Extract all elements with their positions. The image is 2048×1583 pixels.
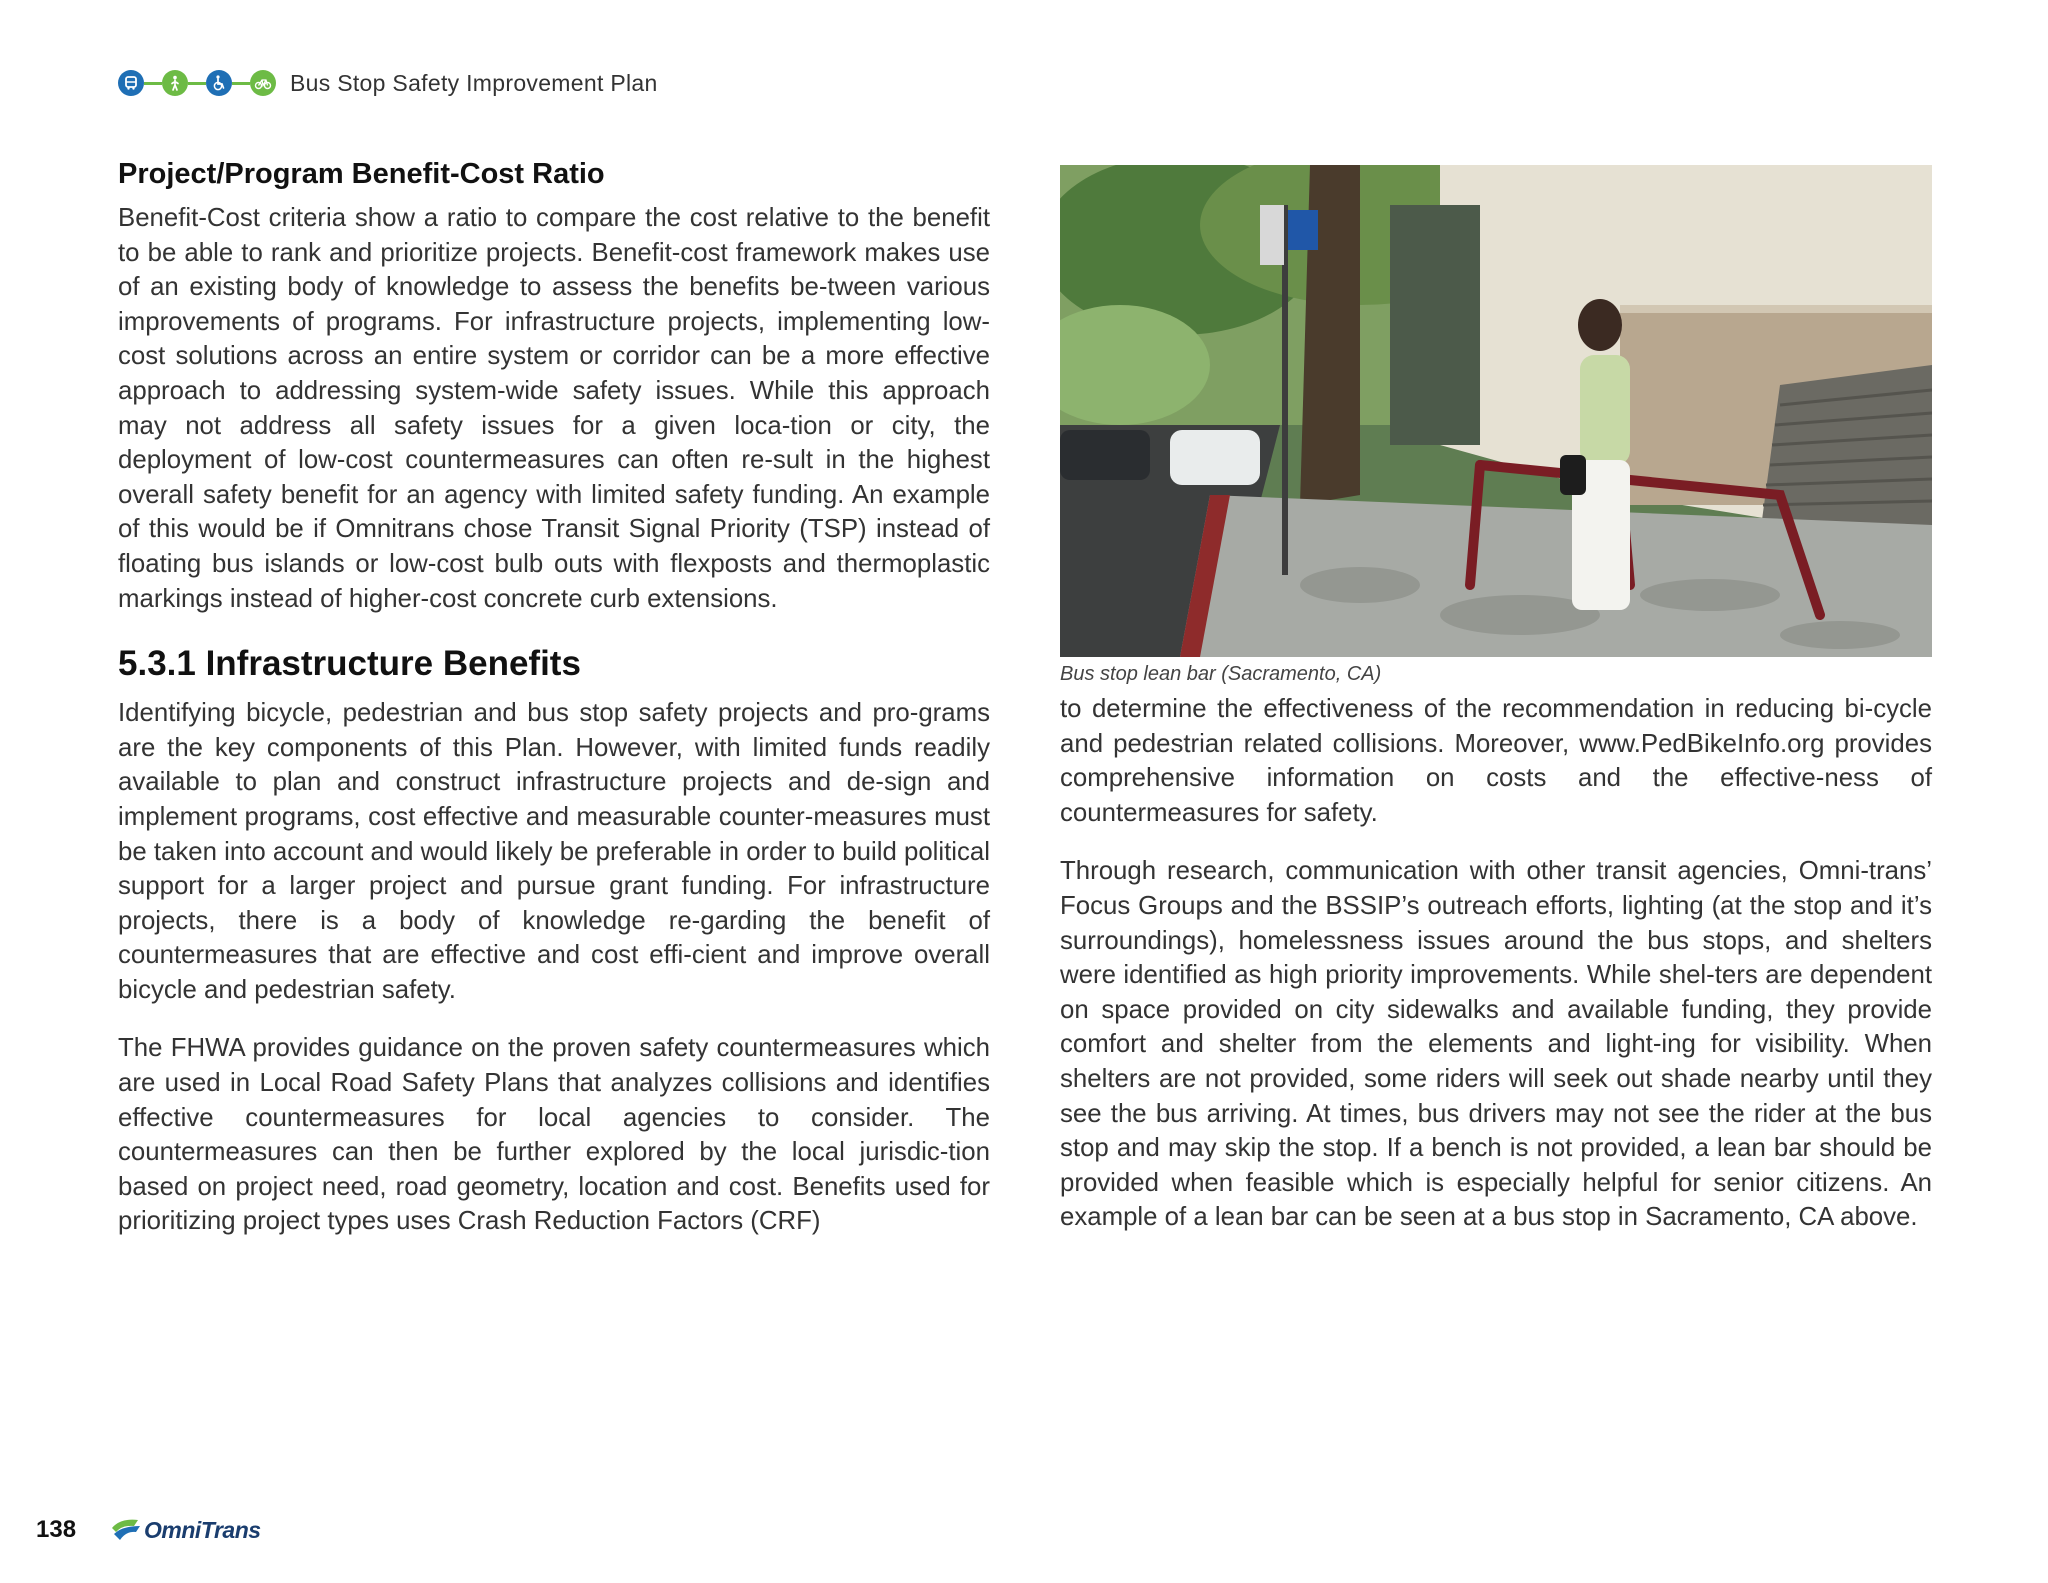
chain-link [144, 82, 162, 85]
omnitrans-logo-icon [110, 1516, 142, 1544]
chain-link [188, 82, 206, 85]
body-paragraph: Through research, communication with other transit agencies, Omni-trans’ Focus Groups and the BSSIP’s outreach efforts, lighting (at the stop and it’s surroundings), homelessness issues around the bus stops, and shelters were identified as high priority improvements. While shel-ters are dependent on space provided on city sidewalks and available funding, they provide comfort and shelter from the elements and light-ing for visibility. When shelters are not provided, some riders will seek out shade nearby until they see the bus arriving. At times, bus drivers may not see the rider at the bus stop and may skip the stop. If a bench is not provided, a lean bar should be provided when feasible which is especially helpful for senior citizens. An example of a lean bar can be seen at a bus stop in Sacramento, CA above. [1060, 857, 1932, 1232]
body-paragraph: Identifying bicycle, pedestrian and bus stop safety projects and pro-grams are the key components of this Plan. However, with limited funds readily available to plan and construct infrastructure projects and de-sign and implement programs, cost effective and measurable counter-measures must be taken into account and would likely be preferable in order to build political support for a larger project and pursue grant funding. For infrastructure projects, there is a body of knowledge re-garding the benefit of countermeasures that are effective and cost effi-cient and improve overall bicycle and pedestrian safety. [118, 699, 990, 1004]
chain-link [232, 82, 250, 85]
bus-icon [118, 70, 144, 96]
body-paragraph: Benefit-Cost criteria show a ratio to compare the cost relative to the benefit to be able to rank and prioritize projects. Benefit-cost framework makes use of an existing body of knowledge to assess the benefits be-tween various improvements of programs. For infrastructure projects, implementing low-cost solutions across an entire system or corridor can be a more effective approach to addressing system-wide safety issues. While this approach may not address all safety issues for a given loca-tion or city, the deployment of low-cost countermeasures can often re-sult in the highest overall safety benefit for an agency with limited safety funding. An example of this would be if Omnitrans chose Transit Signal Priority (TSP) instead of floating bus islands or low-cost bulb outs with flexposts and thermoplastic markings instead of higher-cost concrete curb extensions. [118, 204, 990, 613]
page-header [118, 68, 658, 98]
bus-stop-lean-bar-photo [1060, 165, 1932, 657]
section-heading: 5.3.1 Infrastructure Benefits [118, 644, 581, 684]
body-paragraph: to determine the effectiveness of the recommendation in reducing bi-cycle and pedestrian related collisions. Moreover, www.PedBikeInfo.org provides comprehensive information on costs and the effective-ness of countermeasures for safety. [1060, 695, 1932, 827]
omnitrans-logo [110, 1516, 261, 1544]
subsection-heading: Project/Program Benefit-Cost Ratio [118, 158, 605, 190]
left-column [118, 158, 990, 1263]
bicycle-icon [250, 70, 276, 96]
mode-icon-chain [118, 70, 276, 96]
page-number: 138 [36, 1516, 77, 1543]
right-column [1060, 165, 1932, 1259]
photo-caption: Bus stop lean bar (Sacramento, CA) [1060, 663, 1382, 685]
page-footer [36, 1516, 261, 1544]
pedestrian-icon [162, 70, 188, 96]
wheelchair-icon [206, 70, 232, 96]
document-title: Bus Stop Safety Improvement Plan [290, 69, 658, 96]
body-paragraph: The FHWA provides guidance on the proven safety countermeasures which are used in Local Road Safety Plans that analyzes collisions and identifies effective countermeasures for local agencies to consider. The countermeasures can then be further explored by the local jurisdic-tion based on project need, road geometry, location and cost. Benefits used for prioritizing project types uses Crash Reduction Factors (CRF) [118, 1034, 990, 1236]
logo-wordmark: OmniTrans [144, 1516, 261, 1543]
